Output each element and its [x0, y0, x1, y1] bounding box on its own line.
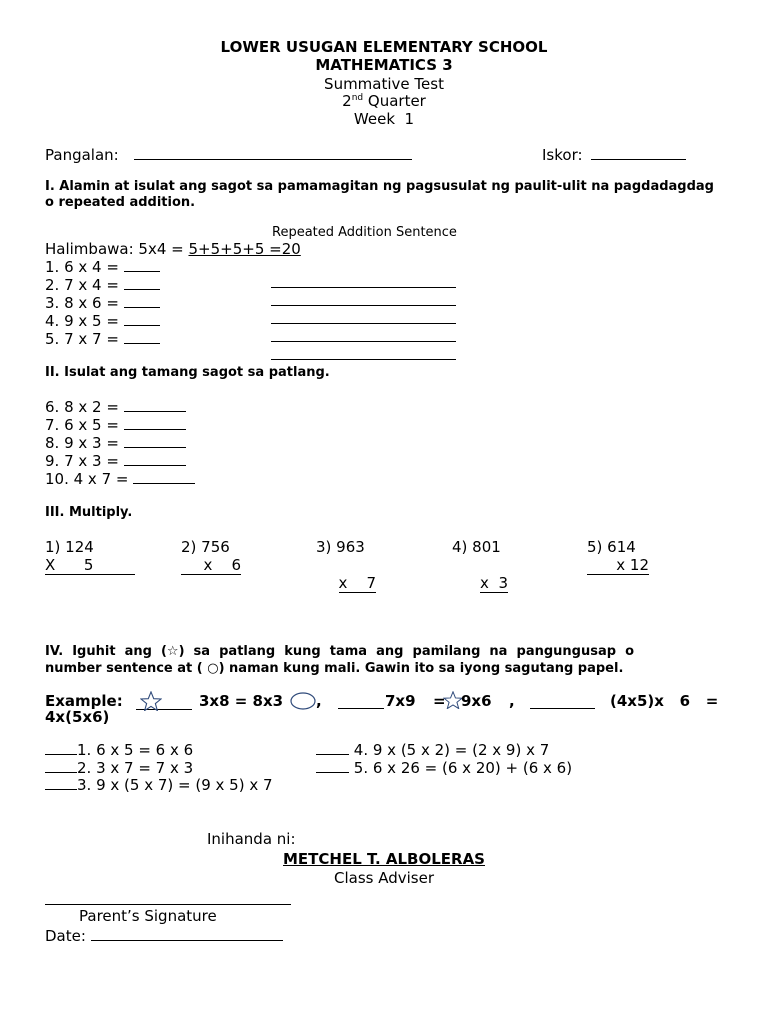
part1-item	[45, 330, 160, 348]
example-blank-2	[338, 708, 384, 709]
example-sentence-3-cont: 4x(5x6)	[45, 708, 110, 726]
answer-blank[interactable]	[45, 771, 77, 773]
addition-sentence-blank[interactable]	[271, 358, 456, 360]
multiply-problem-top: 4) 801	[452, 538, 501, 556]
part4-instruction-line1: IV. Iguhit ang (☆) sa patlang kung tama ang pamilang na pangungusap o	[45, 644, 635, 659]
date-blank[interactable]	[91, 939, 283, 941]
multiply-problem-bottom	[452, 556, 508, 592]
part2-item	[45, 434, 186, 452]
part2-item	[45, 470, 195, 488]
answer-blank[interactable]	[45, 753, 77, 755]
part2-item-text: 8. 9 x 3 =	[45, 434, 119, 452]
quarter-word: Quarter	[367, 92, 426, 110]
answer-blank[interactable]	[316, 753, 349, 755]
score-label: Iskor:	[542, 146, 583, 164]
answer-blank[interactable]	[124, 446, 186, 448]
example-sentence-3: (4x5)x 6 =	[610, 692, 719, 710]
quarter-number: 2	[342, 92, 352, 110]
circle-icon	[290, 692, 316, 710]
answer-blank[interactable]	[45, 788, 77, 790]
part2-item-text: 9. 7 x 3 =	[45, 452, 119, 470]
part4-item-text: 4. 9 x (5 x 2) = (2 x 9) x 7	[353, 741, 550, 759]
example-sentence-1: 3x8 = 8x3	[199, 692, 284, 710]
star-icon	[140, 691, 162, 711]
multiply-problem-top: 5) 614	[587, 538, 636, 556]
part4-item	[316, 741, 549, 759]
answer-blank[interactable]	[124, 288, 160, 290]
answer-blank[interactable]	[124, 464, 186, 466]
part2-item	[45, 416, 186, 434]
multiply-problem-bottom-text: x 7	[338, 574, 376, 592]
test-title: Summative Test	[324, 75, 444, 93]
part4-instruction-line2: number sentence at ( ○) naman kung mali. Gawin ito sa iyong sagutang papel.	[45, 661, 624, 676]
date-field	[45, 927, 283, 945]
multiply-problem-bottom: X 5	[45, 556, 135, 575]
week-label: Week 1	[353, 110, 415, 128]
example-line	[45, 240, 301, 258]
teacher-name: METCHEL T. ALBOLERAS	[283, 850, 485, 868]
part4-item	[45, 759, 193, 777]
part1-item-text: 1. 6 x 4 =	[45, 258, 119, 276]
addition-sentence-blank[interactable]	[271, 322, 456, 324]
quarter-label	[0, 92, 768, 110]
example-sentence-2c: 9x6	[461, 692, 492, 710]
date-label: Date:	[45, 927, 86, 945]
part4-item-text: 3. 9 x (5 x 7) = (9 x 5) x 7	[77, 776, 273, 794]
score-blank[interactable]	[591, 158, 686, 160]
answer-blank[interactable]	[124, 306, 160, 308]
part2-instruction: II. Isulat ang tamang sagot sa patlang.	[45, 365, 330, 380]
name-label: Pangalan:	[45, 146, 119, 164]
example-blank-3	[530, 708, 595, 709]
example-sentence-2a: 7x9	[385, 692, 416, 710]
part1-item-text: 2. 7 x 4 =	[45, 276, 119, 294]
part4-item	[316, 759, 572, 777]
parent-signature-label: Parent’s Signature	[79, 907, 217, 925]
part1-item-text: 4. 9 x 5 =	[45, 312, 119, 330]
answer-blank[interactable]	[316, 771, 349, 773]
example-sentence-2b: =	[433, 692, 446, 710]
subject-title: MATHEMATICS 3	[315, 56, 453, 74]
part1-item	[45, 276, 160, 294]
addition-sentence-blank[interactable]	[271, 286, 456, 288]
example-answer: 5+5+5+5 =20	[188, 240, 301, 258]
prepared-by-label: Inihanda ni:	[207, 830, 296, 848]
part4-example-label: Example:	[45, 692, 123, 710]
multiply-problem-top: 1) 124	[45, 538, 94, 556]
name-field	[45, 146, 412, 164]
repeated-addition-header: Repeated Addition Sentence	[272, 225, 457, 240]
part4-item-text: 5. 6 x 26 = (6 x 20) + (6 x 6)	[353, 759, 573, 777]
part1-instruction: I. Alamin at isulat ang sagot sa pamamagitan ng pagsusulat ng paulit-ulit na pagdadagdag o repeated addition.	[45, 179, 714, 210]
teacher-role: Class Adviser	[333, 869, 434, 887]
part1-item-text: 3. 8 x 6 =	[45, 294, 119, 312]
part4-item	[45, 776, 273, 794]
answer-blank[interactable]	[124, 342, 160, 344]
answer-blank[interactable]	[124, 324, 160, 326]
multiply-problem-bottom: x 6	[181, 556, 241, 575]
part4-item-text: 2. 3 x 7 = 7 x 3	[77, 759, 194, 777]
multiply-problem-bottom-text: x 3	[480, 574, 508, 592]
teacher-name-wrap	[0, 850, 768, 868]
example-comma: ,	[316, 692, 322, 710]
part2-item	[45, 452, 186, 470]
part4-item	[45, 741, 193, 759]
example-prefix: Halimbawa: 5x4 =	[45, 240, 189, 258]
quarter-suffix: nd	[351, 93, 364, 103]
example-comma: ,	[509, 692, 515, 710]
part3-instruction: III. Multiply.	[45, 505, 133, 520]
answer-blank[interactable]	[124, 270, 160, 272]
part1-item	[45, 312, 160, 330]
answer-blank[interactable]	[133, 482, 195, 484]
example-blank-1	[136, 691, 192, 710]
part1-item-text: 5. 7 x 7 =	[45, 330, 119, 348]
part2-item	[45, 398, 186, 416]
school-name: LOWER USUGAN ELEMENTARY SCHOOL	[220, 38, 548, 56]
part1-item	[45, 294, 160, 312]
multiply-problem-top: 3) 963	[316, 538, 365, 556]
star-icon	[443, 691, 463, 709]
addition-sentence-blank[interactable]	[271, 304, 456, 306]
part1-item	[45, 258, 160, 276]
addition-sentence-blank[interactable]	[271, 340, 456, 342]
part2-item-text: 7. 6 x 5 =	[45, 416, 119, 434]
part2-item-text: 6. 8 x 2 =	[45, 398, 119, 416]
part4-item-text: 1. 6 x 5 = 6 x 6	[77, 741, 194, 759]
answer-blank[interactable]	[124, 428, 186, 430]
parent-signature-line[interactable]	[45, 904, 291, 905]
answer-blank[interactable]	[124, 410, 186, 412]
score-field	[542, 146, 686, 164]
multiply-problem-top: 2) 756	[181, 538, 230, 556]
part2-item-text: 10. 4 x 7 =	[45, 470, 129, 488]
multiply-problem-bottom	[316, 556, 376, 592]
name-blank[interactable]	[134, 158, 412, 160]
multiply-problem-bottom: x 12	[587, 556, 649, 575]
